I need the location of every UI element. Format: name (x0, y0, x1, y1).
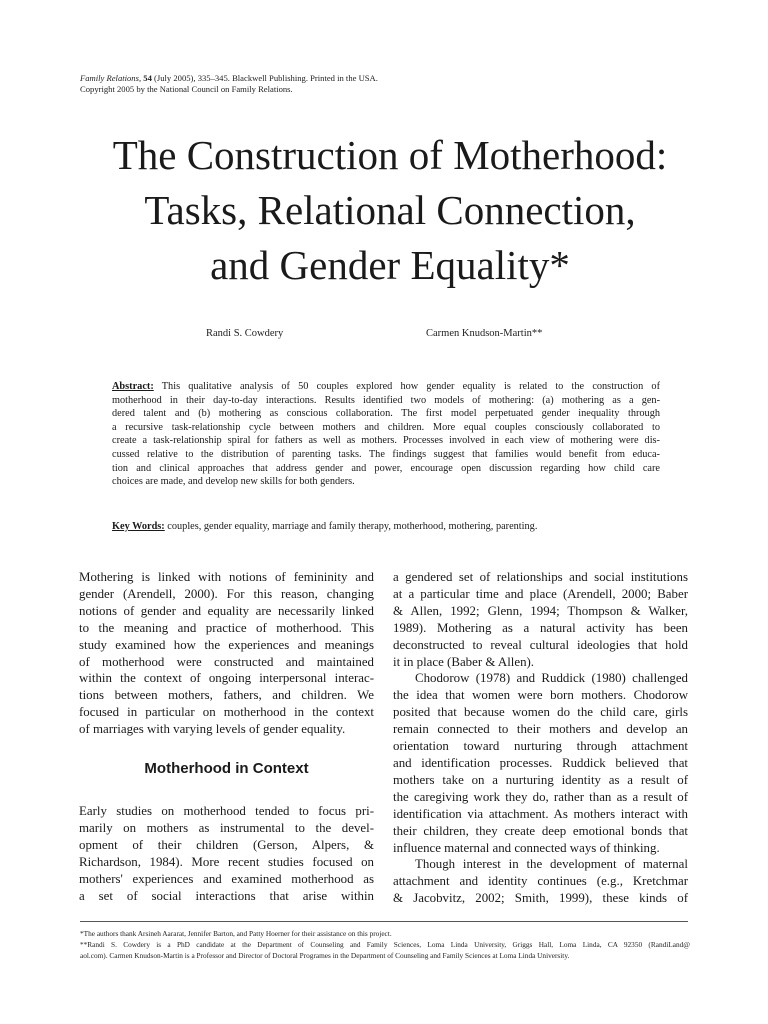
body-line: mothers take on a nurturing identity as a result of (393, 772, 688, 787)
body-line: influence maternal and connected ways of thinking. (393, 840, 660, 855)
body-column-left-continued (79, 803, 374, 904)
body-column-left (79, 569, 374, 738)
abstract-line: motherhood in their day-to-day interactions. Results identified two models of mothering: (a) mothering as a gen- (112, 394, 660, 406)
citation-line-1 (80, 73, 700, 84)
paragraph (79, 569, 374, 738)
body-line: posited that because women do the child care, girls (393, 705, 688, 720)
body-line: identification via attachment. As mothers interact with (393, 806, 688, 821)
body-line: of motherhood were constructed and maintained (79, 654, 374, 669)
section-heading: Motherhood in Context (144, 760, 309, 777)
author-name: Randi S. Cowdery (206, 328, 284, 339)
body-line: notions of gender and equality are necessarily linked (79, 603, 374, 618)
abstract-line: create a task-relationship spiral for fathers as well as mothers. Processes involved in each view of mothering were dis- (112, 435, 660, 447)
body-line: study examined how the experiences and meanings (79, 637, 374, 652)
body-line: attachment and identity continues (e.g., Kretchmar (393, 874, 688, 889)
body-line: and identification processes. Ruddick believed that (393, 755, 688, 770)
journal-name: Family Relations, (80, 73, 142, 83)
body-line: deconstructed to reveal cultural ideologies that hold (393, 637, 688, 652)
body-line: gender (Arendell, 2000). For this reason, changing (79, 586, 374, 601)
abstract-line: cussed relative to the distribution of parenting tasks. The findings suggest that families would benefit from educa- (112, 448, 660, 460)
body-line: & Allen, 1992; Glenn, 1994; Thompson & Walker, (393, 603, 688, 618)
body-line: a set of social interactions that arise within (79, 888, 374, 903)
footnote-line: *The authors thank Arsineh Aararat, Jennifer Barton, and Patty Hoerner for their assistance on this project. (80, 929, 392, 938)
journal-volume: 54 (143, 73, 152, 83)
abstract-line: dered talent and (b) mothering as conscious collaboration. The first model perpetuated gender inequality through (112, 408, 660, 420)
paragraph (393, 856, 688, 907)
body-line: Early studies on motherhood tended to focus pri- (79, 804, 374, 818)
title-line: The Construction of Motherhood: (112, 132, 668, 178)
body-line: tions between mothers, fathers, and children. We (79, 688, 374, 703)
title-line: Tasks, Relational Connection, (144, 187, 636, 233)
body-line: orientation toward nurturing through attachment (393, 739, 688, 754)
body-column-right (393, 569, 688, 907)
body-line: it in place (Baber & Allen). (393, 654, 535, 669)
paragraph (79, 803, 374, 904)
body-line: 1989). Mothering as a natural activity has been (393, 620, 688, 635)
body-line: remain connected to their mothers and develop an (393, 722, 688, 737)
body-line: mothers' experiences and examined motherhood as (79, 871, 374, 886)
title-line: and Gender Equality* (210, 242, 570, 288)
paragraph (393, 670, 688, 856)
body-line: within the context of ongoing interpersonal interac- (79, 671, 374, 686)
footnote-divider (80, 921, 688, 922)
copyright-line: Copyright 2005 by the National Council on Family Relations. (80, 84, 293, 94)
body-line: Richardson, 1984). More recent studies focused on (79, 854, 374, 869)
body-line: to the meaning and practice of motherhood. This (79, 620, 374, 635)
body-line: Though interest in the development of maternal (415, 857, 688, 872)
keywords-text: couples, gender equality, marriage and family therapy, motherhood, mothering, parenting. (164, 521, 538, 532)
body-line: at a particular time and place (Arendell, 2000; Baber (393, 586, 688, 601)
abstract-line: tion and clinical approaches that address gender and power, encourage open discussion regarding how child care (112, 462, 660, 474)
body-line: the idea that women were born mothers. Chodorow (393, 688, 688, 703)
abstract (112, 380, 660, 489)
body-line: focused in particular on motherhood in the context (79, 705, 374, 720)
citation-header (80, 73, 700, 95)
abstract-line: choices are made, and develop new skills for both genders. (112, 476, 355, 488)
paragraph (393, 569, 688, 670)
body-line: marily on mothers as instrumental to the devel- (79, 820, 374, 835)
footnote-line: **Randi S. Cowdery is a PhD candidate at the Department of Counseling and Family Sciences, Loma Linda University, Griggs Hall, Loma Linda, CA 92350 (RandiLand@ (80, 940, 690, 949)
abstract-line: Abstract: This qualitative analysis of 50 couples explored how gender equality is related to the construction of (112, 381, 660, 392)
body-line: of marriages with varying levels of gender equality. (79, 722, 346, 737)
body-line: Mothering is linked with notions of femininity and (79, 570, 374, 584)
body-line: opment of their children (Gerson, Alpers, & (79, 837, 374, 852)
author-name: Carmen Knudson-Martin** (426, 328, 543, 339)
footnote-line: aol.com). Carmen Knudson-Martin is a Professor and Director of Doctoral Programes in the Department of Counseling and Family Sciences at Loma Linda University. (80, 951, 570, 960)
citation-details: (July 2005), 335–345. Blackwell Publishing. Printed in the USA. (151, 73, 378, 83)
abstract-line: a recursive task-relationship cycle between mothers and children. More equal couples consciously collaborated to (112, 421, 660, 433)
footnotes (80, 928, 690, 961)
keywords-label: Key Words: (112, 521, 165, 532)
body-line: a gendered set of relationships and social institutions (393, 570, 688, 584)
body-line: their children, they create deep emotional bonds that (393, 823, 688, 838)
abstract-label: Abstract: (112, 381, 154, 392)
body-line: & Jacobvitz, 2002; Smith, 1999), these kinds of (393, 891, 688, 906)
article-title (60, 128, 720, 293)
keywords (112, 520, 660, 533)
body-line: the caregiving work they do, rather than as a result of (393, 789, 688, 804)
body-line: Chodorow (1978) and Ruddick (1980) challenged (415, 671, 688, 686)
